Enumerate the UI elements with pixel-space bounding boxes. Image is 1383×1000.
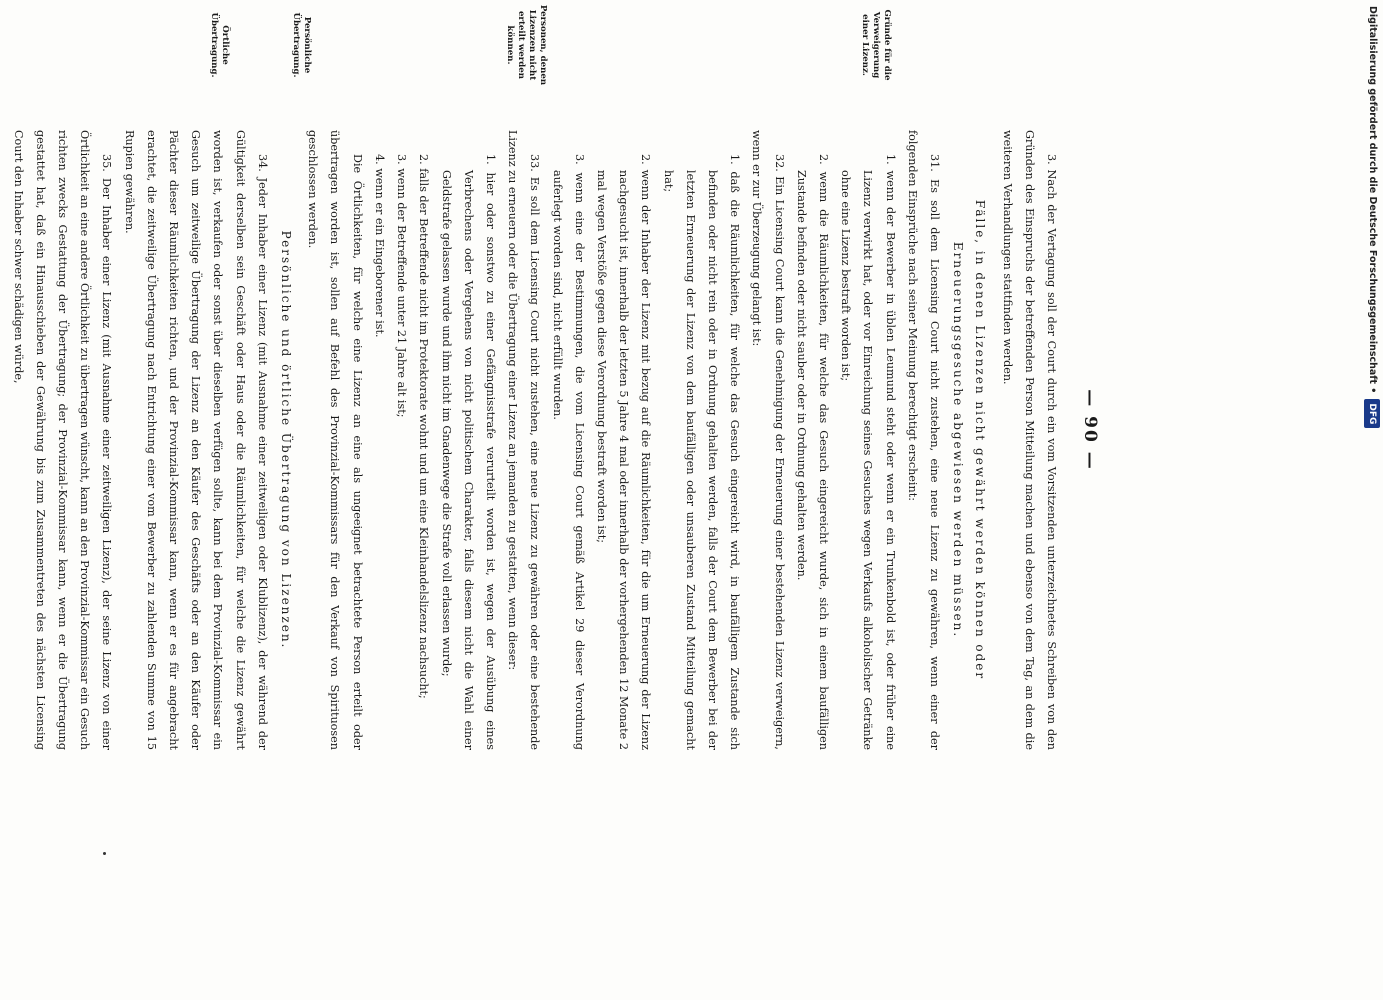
rotated-page-content — [11, 4, 1100, 770]
paragraph-33-item-4: 4. wenn er ein Eingeborener ist. — [372, 154, 386, 338]
paragraph-33-item-2: 2. falls der Betreffende nicht im Protektorate wohnt und um eine Kleinhandelslizenz nachsucht; — [417, 154, 431, 699]
paragraph-32-item-2: 2. wenn der Inhaber der Lizenz mit bezug auf die Räumlichkeiten, für die um Erneuerung der Lizenz nachgesucht ist, innerhalb der letzten 5 Jahre 4 mal oder innerhalb der vorhergehenden 12 Monate 2 mal wegen Verstöße gegen diese Verordnung bestraft worden ist; — [594, 154, 653, 750]
digitization-credit-text: Digitalisierung gefördert durch die Deutsche Forschungsgemeinschaft • — [1367, 6, 1378, 394]
paragraph-33-item-3: 3. wenn der Betreffende unter 21 Jahre alt ist; — [395, 154, 409, 418]
paragraph-35: 35. Der Inhaber einer Lizenz (mit Ausnahme einer zeitweiligen Lizenz), der seine Lizenz von einer Örtlichkeit an eine andere Örtlichkeit zu übertragen wünscht, kann an den Provinzial-Kommissar ein Gesuch richten zwecks Gestattung der Übertragung; der Provinzial-Kommissar kann, wenn er die Übertragung gestattet hat, daß ein Hinausschieben der Gewährung bis zum Zusammentreten des nächsten Licensing Court den Inhaber schwer schädigen würde, — [11, 130, 114, 750]
paragraph-34: 34. Jeder Inhaber einer Lizenz (mit Ausnahme einer zeitweiligen oder Klublizenz), der während der Gültigkeit derselben sein Geschäft oder Haus oder die Räumlichkeiten, für welche die Lizenz gewährt worden ist, verkaufen oder sonst über dieselben verfügen sollte, kann bei dem Provinzial-Kommissar ein Gesuch um zeitweilige Übertragung der Lizenz an den Käufer des Geschäfts oder an den Käufer oder Pächter dieser Räumlichkeiten richten, und der Provinzial-Kommissar kann, wenn er es für angebracht erachtet, die zeitweilige Übertragung nach Entrichtung einer vom Bewerber zu zahlenden Summe von 15 Rupien gewähren. — [122, 130, 269, 750]
section-heading-refusal: Fälle, in denen Lizenzen nicht gewährt werden können oder Erneuerungsgesuche abgewiesen werden müssen. — [951, 199, 988, 681]
scan-speck — [103, 852, 106, 855]
page-number: — 90 — — [1080, 389, 1100, 471]
paragraph-33-closing: Die Örtlichkeiten, für welche eine Lizenz an eine als ungeeignet betrachtete Person erteilt oder übertragen worden ist, sollen auf Befehl des Provinzial-Kommissars für den Verkauf von Spirituosen geschlossen werden. — [306, 130, 364, 750]
paragraph-32: 32. Ein Licensing Court kann die Genehmigung der Erneuerung einer bestehenden Lizenz verweigern, wenn er zur Überzeugung gelangt ist: — [750, 130, 786, 750]
main-text-column — [6, 130, 1062, 750]
paragraph-33: 33. Es soll dem Licensing Court nicht zustehen, eine neue Lizenz zu gewähren oder eine bestehende Lizenz zu erneuern oder die Übertragung einer Lizenz an jemanden zu gestatten, wenn dieser: — [506, 130, 542, 750]
paragraph-31-item-2: 2. wenn die Räumlichkeiten, für welche das Gesuch eingereicht wurde, sich in einem baufälligen Zustande befinden oder nicht sauber oder in Ordnung gehalten werden. — [794, 154, 830, 750]
paragraph-31: 31. Es soll dem Licensing Court nicht zustehen, eine neue Lizenz zu gewähren, wenn einer der folgenden Einsprüche nach seiner Meinung berechtigt erscheint: — [905, 130, 941, 750]
margin-note-local-transfer: Örtliche Übertragung. — [209, 12, 230, 78]
section-heading-transfer: Persönliche und örtliche Übertragung von Lizenzen. — [279, 230, 294, 650]
digitization-credit — [1362, 6, 1380, 986]
paragraph-32-item-3: 3. wenn eine der Bestimmungen, die vom Licensing Court gemäß Artikel 29 dieser Verordnung auferlegt worden sind, nicht erfüllt wurden. — [550, 154, 586, 750]
paragraph-3: 3. Nach der Vertagung soll der Court durch ein vom Vorsitzenden unterzeichnetes Schreiben von den Gründen des Einspruchs der betreffenden Person Mitteilung machen und ebenso von dem Tag, an dem die weiteren Verhandlungen stattfinden werden. — [1000, 130, 1058, 750]
paragraph-33-item-1: 1. hier oder sonstwo zu einer Gefängnisstrafe verurteilt worden ist, wegen der Ausübung eines Verbrechens oder Vergehens von nicht politischem Charakter, falls diesem nicht die Wahl einer Geldstrafe gelassen wurde und ihm nicht im Gnadenwege die Strafe voll erlassen wurde; — [439, 154, 497, 750]
margin-note-personal-transfer: Persönliche Übertragung. — [291, 12, 312, 78]
margin-note-refusal-reasons: Gründe für die Verweigerung einer Lizenz. — [860, 9, 892, 81]
paragraph-32-item-1: 1. daß die Räumlichkeiten, für welche das Gesuch eingereicht wird, in baufälligem Zustande sich befinden oder nicht rein oder in Ordnung gehalten werden, falls der Court dem Bewerber bei der letzten Erneuerung der Lizenz von dem baufälligen oder unsauberen Zustand Mitteilung gemacht hat; — [661, 154, 742, 750]
paragraph-31-item-1: 1. wenn der Bewerber in üblen Leumund steht oder wenn er ein Trunkenbold ist, oder früher eine Lizenz verwirkt hat, oder vor Einreichung seines Gesuches wegen Verkaufs alkoholischer Getränke ohne eine Lizenz bestraft worden ist; — [839, 154, 897, 750]
margin-note-excluded-persons: Personen, denen Lizenzen nicht erteilt werden können. — [505, 4, 548, 86]
dfg-logo: DFG — [1364, 399, 1380, 428]
